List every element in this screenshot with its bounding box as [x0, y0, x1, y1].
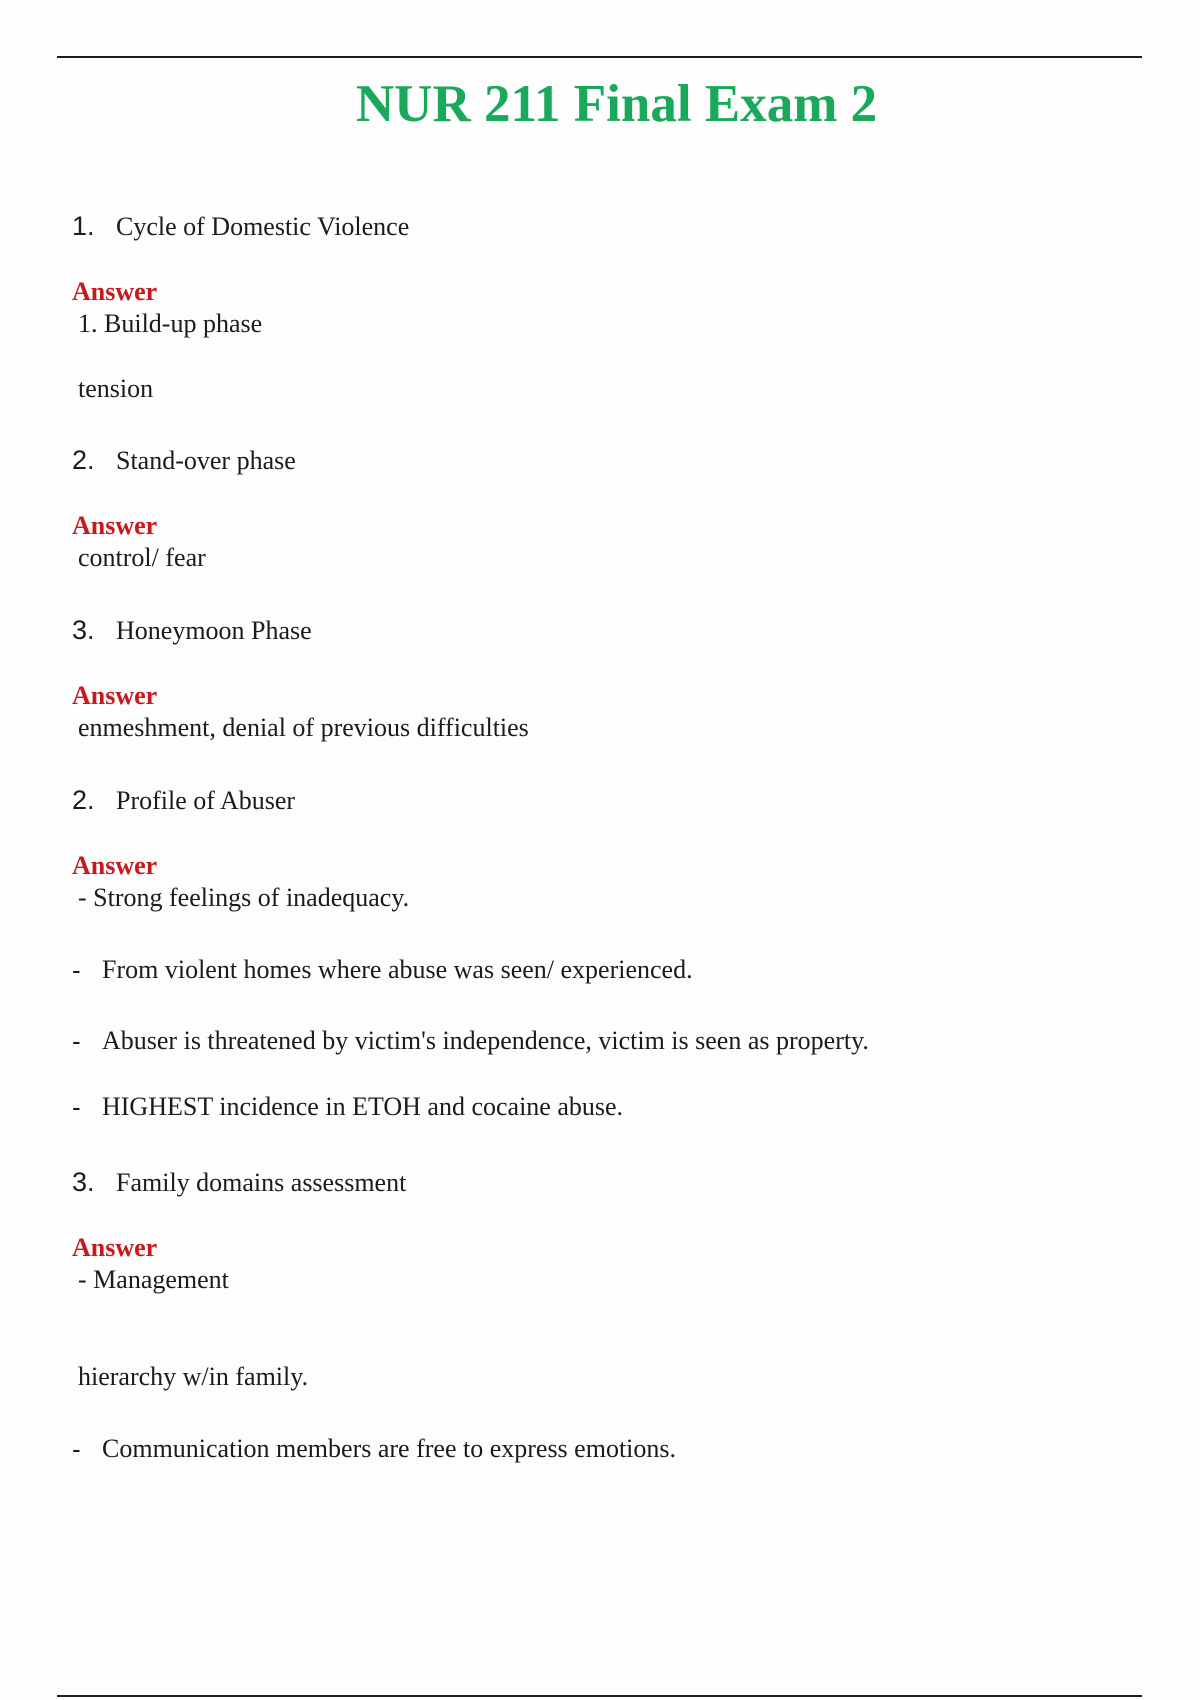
bullet-text: Abuser is threatened by victim's independence, victim is seen as property.	[102, 1026, 869, 1055]
top-rule	[57, 56, 1142, 58]
answer-text: hierarchy w/in family.	[78, 1362, 309, 1391]
bullet-text: Communication members are free to express emotions.	[102, 1434, 677, 1463]
bullet-text: From violent homes where abuse was seen/ experienced.	[102, 955, 693, 984]
question-number: 3.	[72, 1167, 95, 1197]
document-title: NUR 211 Final Exam 2	[355, 75, 878, 133]
question-text: Cycle of Domestic Violence	[116, 212, 410, 241]
answer-text: control/ fear	[78, 543, 206, 572]
answer-label: Answer	[72, 1233, 158, 1262]
question-number: 2.	[72, 445, 95, 475]
bullet-marker: -	[72, 1434, 81, 1464]
answer-label: Answer	[72, 851, 158, 880]
question-text: Stand-over phase	[116, 446, 296, 475]
bullet-marker: -	[72, 955, 81, 985]
answer-label: Answer	[72, 681, 158, 710]
answer-label: Answer	[72, 277, 158, 306]
answer-text: - Strong feelings of inadequacy.	[78, 883, 410, 912]
bottom-rule	[57, 1695, 1142, 1697]
bullet-marker: -	[72, 1026, 81, 1056]
question-text: Honeymoon Phase	[116, 616, 312, 645]
answer-text: - Management	[78, 1265, 229, 1294]
question-number: 1.	[72, 211, 95, 241]
question-number: 3.	[72, 615, 95, 645]
bullet-marker: -	[72, 1092, 81, 1122]
answer-label: Answer	[72, 511, 158, 540]
question-text: Profile of Abuser	[116, 786, 296, 815]
bullet-text: HIGHEST incidence in ETOH and cocaine abuse.	[102, 1092, 624, 1121]
answer-text: 1. Build-up phase	[78, 309, 263, 338]
question-number: 2.	[72, 785, 95, 815]
answer-text: tension	[78, 374, 154, 403]
answer-text: enmeshment, denial of previous difficulties	[78, 713, 529, 742]
question-text: Family domains assessment	[116, 1168, 407, 1197]
